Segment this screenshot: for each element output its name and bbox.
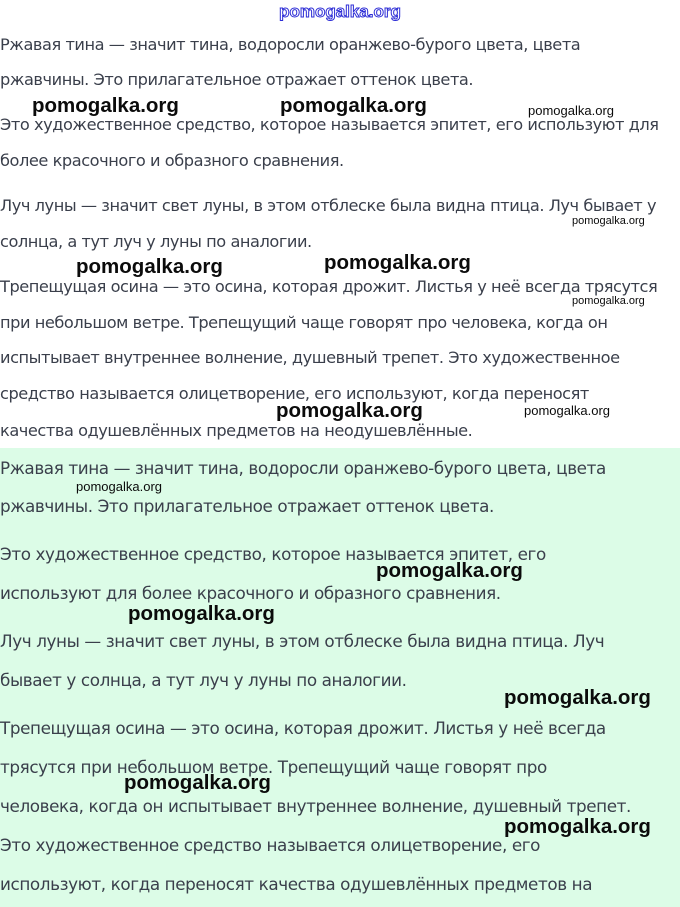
text-line: ржавчины. Это прилагательное отражает оттенок цвета. — [0, 496, 494, 516]
watermark: pomogalka.org — [32, 94, 179, 117]
text-line: трясутся при небольшом ветре. Трепещущий чаще говорят про — [0, 757, 547, 777]
watermark: pomogalka.org — [124, 771, 271, 794]
text-line: используют, когда переносят качества одушевлённых предметов на — [0, 874, 593, 894]
text-line: Трепещущая осина — это осина, которая дрожит. Листья у неё всегда — [0, 718, 606, 738]
watermark: pomogalka.org — [128, 602, 275, 625]
watermark: pomogalka.org — [528, 103, 614, 118]
text-line: качества одушевлённых предметов на неодушевлённые. — [0, 421, 473, 440]
text-line: Луч луны — значит свет луны, в этом отблеске была видна птица. Луч бывает у — [0, 196, 657, 215]
text-line: Это художественное средство, которое называется эпитет, его — [0, 544, 546, 564]
watermark: pomogalka.org — [524, 403, 610, 418]
watermark: pomogalka.org — [276, 399, 423, 422]
watermark: pomogalka.org — [376, 559, 523, 582]
watermark: pomogalka.org — [324, 251, 471, 274]
text-line: более красочного и образного сравнения. — [0, 151, 344, 170]
text-line: Трепещущая осина — это осина, которая дрожит. Листья у неё всегда трясутся — [0, 277, 658, 296]
top-watermark: pomogalka.org — [279, 2, 401, 21]
text-line: Это художественное средство называется олицетворение, его — [0, 835, 541, 855]
watermark: pomogalka.org — [572, 215, 645, 227]
text-line: средство называется олицетворение, его используют, когда переносят — [0, 384, 589, 403]
text-line: используют для более красочного и образного сравнения. — [0, 583, 501, 603]
text-line: Ржавая тина — значит тина, водоросли оранжево-бурого цвета, цвета — [0, 458, 606, 478]
watermark: pomogalka.org — [504, 815, 651, 838]
text-line: ржавчины. Это прилагательное отражает оттенок цвета. — [0, 70, 474, 89]
text-line: человека, когда он испытывает внутреннее волнение, душевный трепет. — [0, 796, 631, 816]
watermark: pomogalka.org — [76, 255, 223, 278]
answer-text-highlighted — [0, 448, 680, 907]
text-line: испытывает внутреннее волнение, душевный трепет. Это художественное — [0, 348, 620, 367]
watermark: pomogalka.org — [280, 94, 427, 117]
text-line: Ржавая тина — значит тина, водоросли оранжево-бурого цвета, цвета — [0, 35, 581, 54]
text-line: Это художественное средство, которое называется эпитет, его используют для — [0, 115, 659, 134]
text-line: при небольшом ветре. Трепещущий чаще говорят про человека, когда он — [0, 313, 608, 332]
watermark: pomogalka.org — [504, 686, 651, 709]
watermark: pomogalka.org — [76, 479, 162, 494]
text-line: Луч луны — значит свет луны, в этом отблеске была видна птица. Луч — [0, 631, 605, 651]
watermark: pomogalka.org — [572, 295, 645, 307]
text-line: бывает у солнца, а тут луч у луны по аналогии. — [0, 670, 407, 690]
text-line: солнца, а тут луч у луны по аналогии. — [0, 232, 312, 251]
